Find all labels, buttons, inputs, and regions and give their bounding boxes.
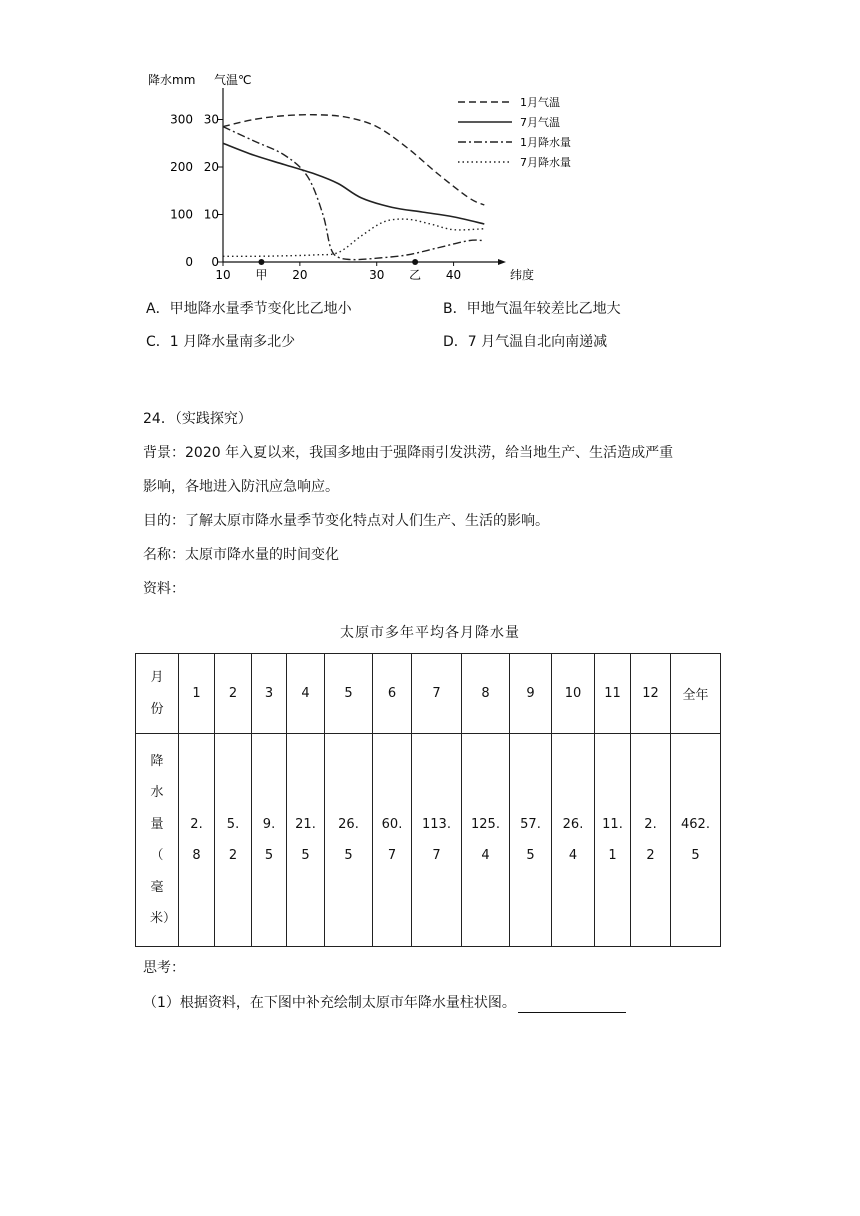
precip-header-cell	[136, 734, 179, 947]
series-line-1	[223, 115, 484, 205]
month-header: 月 份	[150, 670, 164, 717]
y-left-tick-label: 200	[170, 160, 193, 174]
background-line-1: 背景：2020 年入夏以来，我国多地由于强降雨引发洪涝，给当地生产、生活造成严重	[143, 445, 674, 461]
precip-cell	[510, 734, 552, 947]
annual-precip-value: 462. 5	[681, 816, 710, 863]
month-cell: 1	[179, 654, 215, 734]
y-left-tick-label: 300	[170, 112, 193, 127]
option-c[interactable]: C．1 月降水量南多北少	[146, 334, 296, 350]
legend-label: 1月气温	[520, 96, 560, 109]
latitude-marker-label: 乙	[409, 268, 422, 282]
x-tick-label: 30	[369, 268, 385, 282]
precip-cell	[373, 734, 412, 947]
question-1	[143, 993, 626, 1013]
month-cell: 10	[552, 654, 595, 734]
precip-value: 57. 5	[520, 816, 541, 863]
month-cell: 9	[510, 654, 552, 734]
chart-axes	[170, 88, 534, 282]
x-axis-label: 纬度	[510, 268, 535, 282]
month-cell: 7	[412, 654, 462, 734]
question-24-heading: 24．（实践探究）	[143, 411, 252, 427]
precip-cell	[287, 734, 325, 947]
thinking-label: 思考：	[143, 960, 185, 976]
y-left-tick-label: 100	[170, 207, 193, 222]
table-title: 太原市多年平均各月降水量	[340, 625, 520, 641]
precip-cell	[631, 734, 671, 947]
latitude-climate-chart	[140, 60, 571, 290]
chart-series	[223, 115, 484, 260]
answer-blank[interactable]	[518, 998, 626, 1013]
legend-label: 1月降水量	[520, 136, 571, 149]
precip-value: 9. 5	[262, 816, 276, 863]
option-b[interactable]: B．甲地气温年较差比乙地大	[443, 301, 621, 317]
precip-cell	[462, 734, 510, 947]
y-right-tick-label: 30	[203, 112, 219, 127]
precip-cell	[252, 734, 287, 947]
month-row	[136, 654, 721, 734]
option-a[interactable]: A．甲地降水量季节变化比乙地小	[146, 301, 352, 317]
month-cell: 12	[631, 654, 671, 734]
precip-value: 5. 2	[226, 816, 240, 863]
precip-header: 降 水 量 （ 毫 米）	[150, 753, 177, 926]
legend-label: 7月降水量	[520, 156, 571, 169]
precip-value: 11. 1	[602, 816, 623, 863]
precip-value: 2. 8	[190, 816, 203, 863]
x-tick-label: 10	[215, 268, 231, 282]
precip-cell	[325, 734, 373, 947]
precip-cell	[215, 734, 252, 947]
month-cell: 3	[252, 654, 287, 734]
precip-cell	[412, 734, 462, 947]
precip-value: 113. 7	[422, 816, 451, 863]
latitude-marker-label: 甲	[255, 268, 268, 282]
option-d[interactable]: D．7 月气温自北向南递减	[443, 334, 608, 350]
precipitation-table	[135, 653, 721, 947]
y-left-axis-label: 降水mm	[148, 73, 196, 87]
annual-header-cell: 全年	[671, 654, 721, 734]
month-cell: 4	[287, 654, 325, 734]
material-label: 资料：	[143, 581, 185, 597]
y-right-tick-label: 20	[203, 160, 219, 174]
precip-value: 26. 4	[562, 816, 584, 863]
legend-label: 7月气温	[520, 116, 560, 129]
background-line-2: 影响，各地进入防汛应急响应。	[143, 479, 339, 495]
name-text: 名称：太原市降水量的时间变化	[143, 547, 339, 563]
y-left-tick-label: 0	[185, 255, 193, 269]
latitude-marker-dot	[258, 259, 264, 265]
month-cell: 11	[595, 654, 631, 734]
month-cell: 2	[215, 654, 252, 734]
series-line-4	[223, 219, 484, 256]
series-line-2	[223, 143, 484, 224]
x-tick-label: 40	[445, 268, 462, 282]
x-axis-arrow	[498, 259, 506, 265]
chart-legend	[458, 95, 571, 169]
y-right-tick-label: 0	[211, 255, 219, 269]
month-cell: 6	[373, 654, 412, 734]
annual-precip-cell	[671, 734, 721, 947]
precip-value: 26. 5	[338, 816, 359, 863]
month-cell: 8	[462, 654, 510, 734]
precip-value: 21. 5	[295, 816, 316, 863]
y-right-axis-label: 气温℃	[214, 73, 252, 87]
precip-value: 125. 4	[471, 816, 500, 863]
x-tick-label: 20	[292, 268, 308, 282]
precipitation-row	[136, 734, 721, 947]
precip-cell	[595, 734, 631, 947]
precip-value: 60. 7	[381, 816, 403, 863]
y-right-tick-label: 10	[203, 207, 219, 222]
question-1-text: （1）根据资料，在下图中补充绘制太原市年降水量柱状图。	[143, 995, 516, 1011]
precip-cell	[179, 734, 215, 947]
purpose-text: 目的：了解太原市降水量季节变化特点对人们生产、生活的影响。	[143, 513, 549, 529]
precip-cell	[552, 734, 595, 947]
precip-value: 2. 2	[644, 816, 657, 863]
month-header-cell	[136, 654, 179, 734]
month-cell: 5	[325, 654, 373, 734]
latitude-marker-dot	[412, 259, 418, 265]
